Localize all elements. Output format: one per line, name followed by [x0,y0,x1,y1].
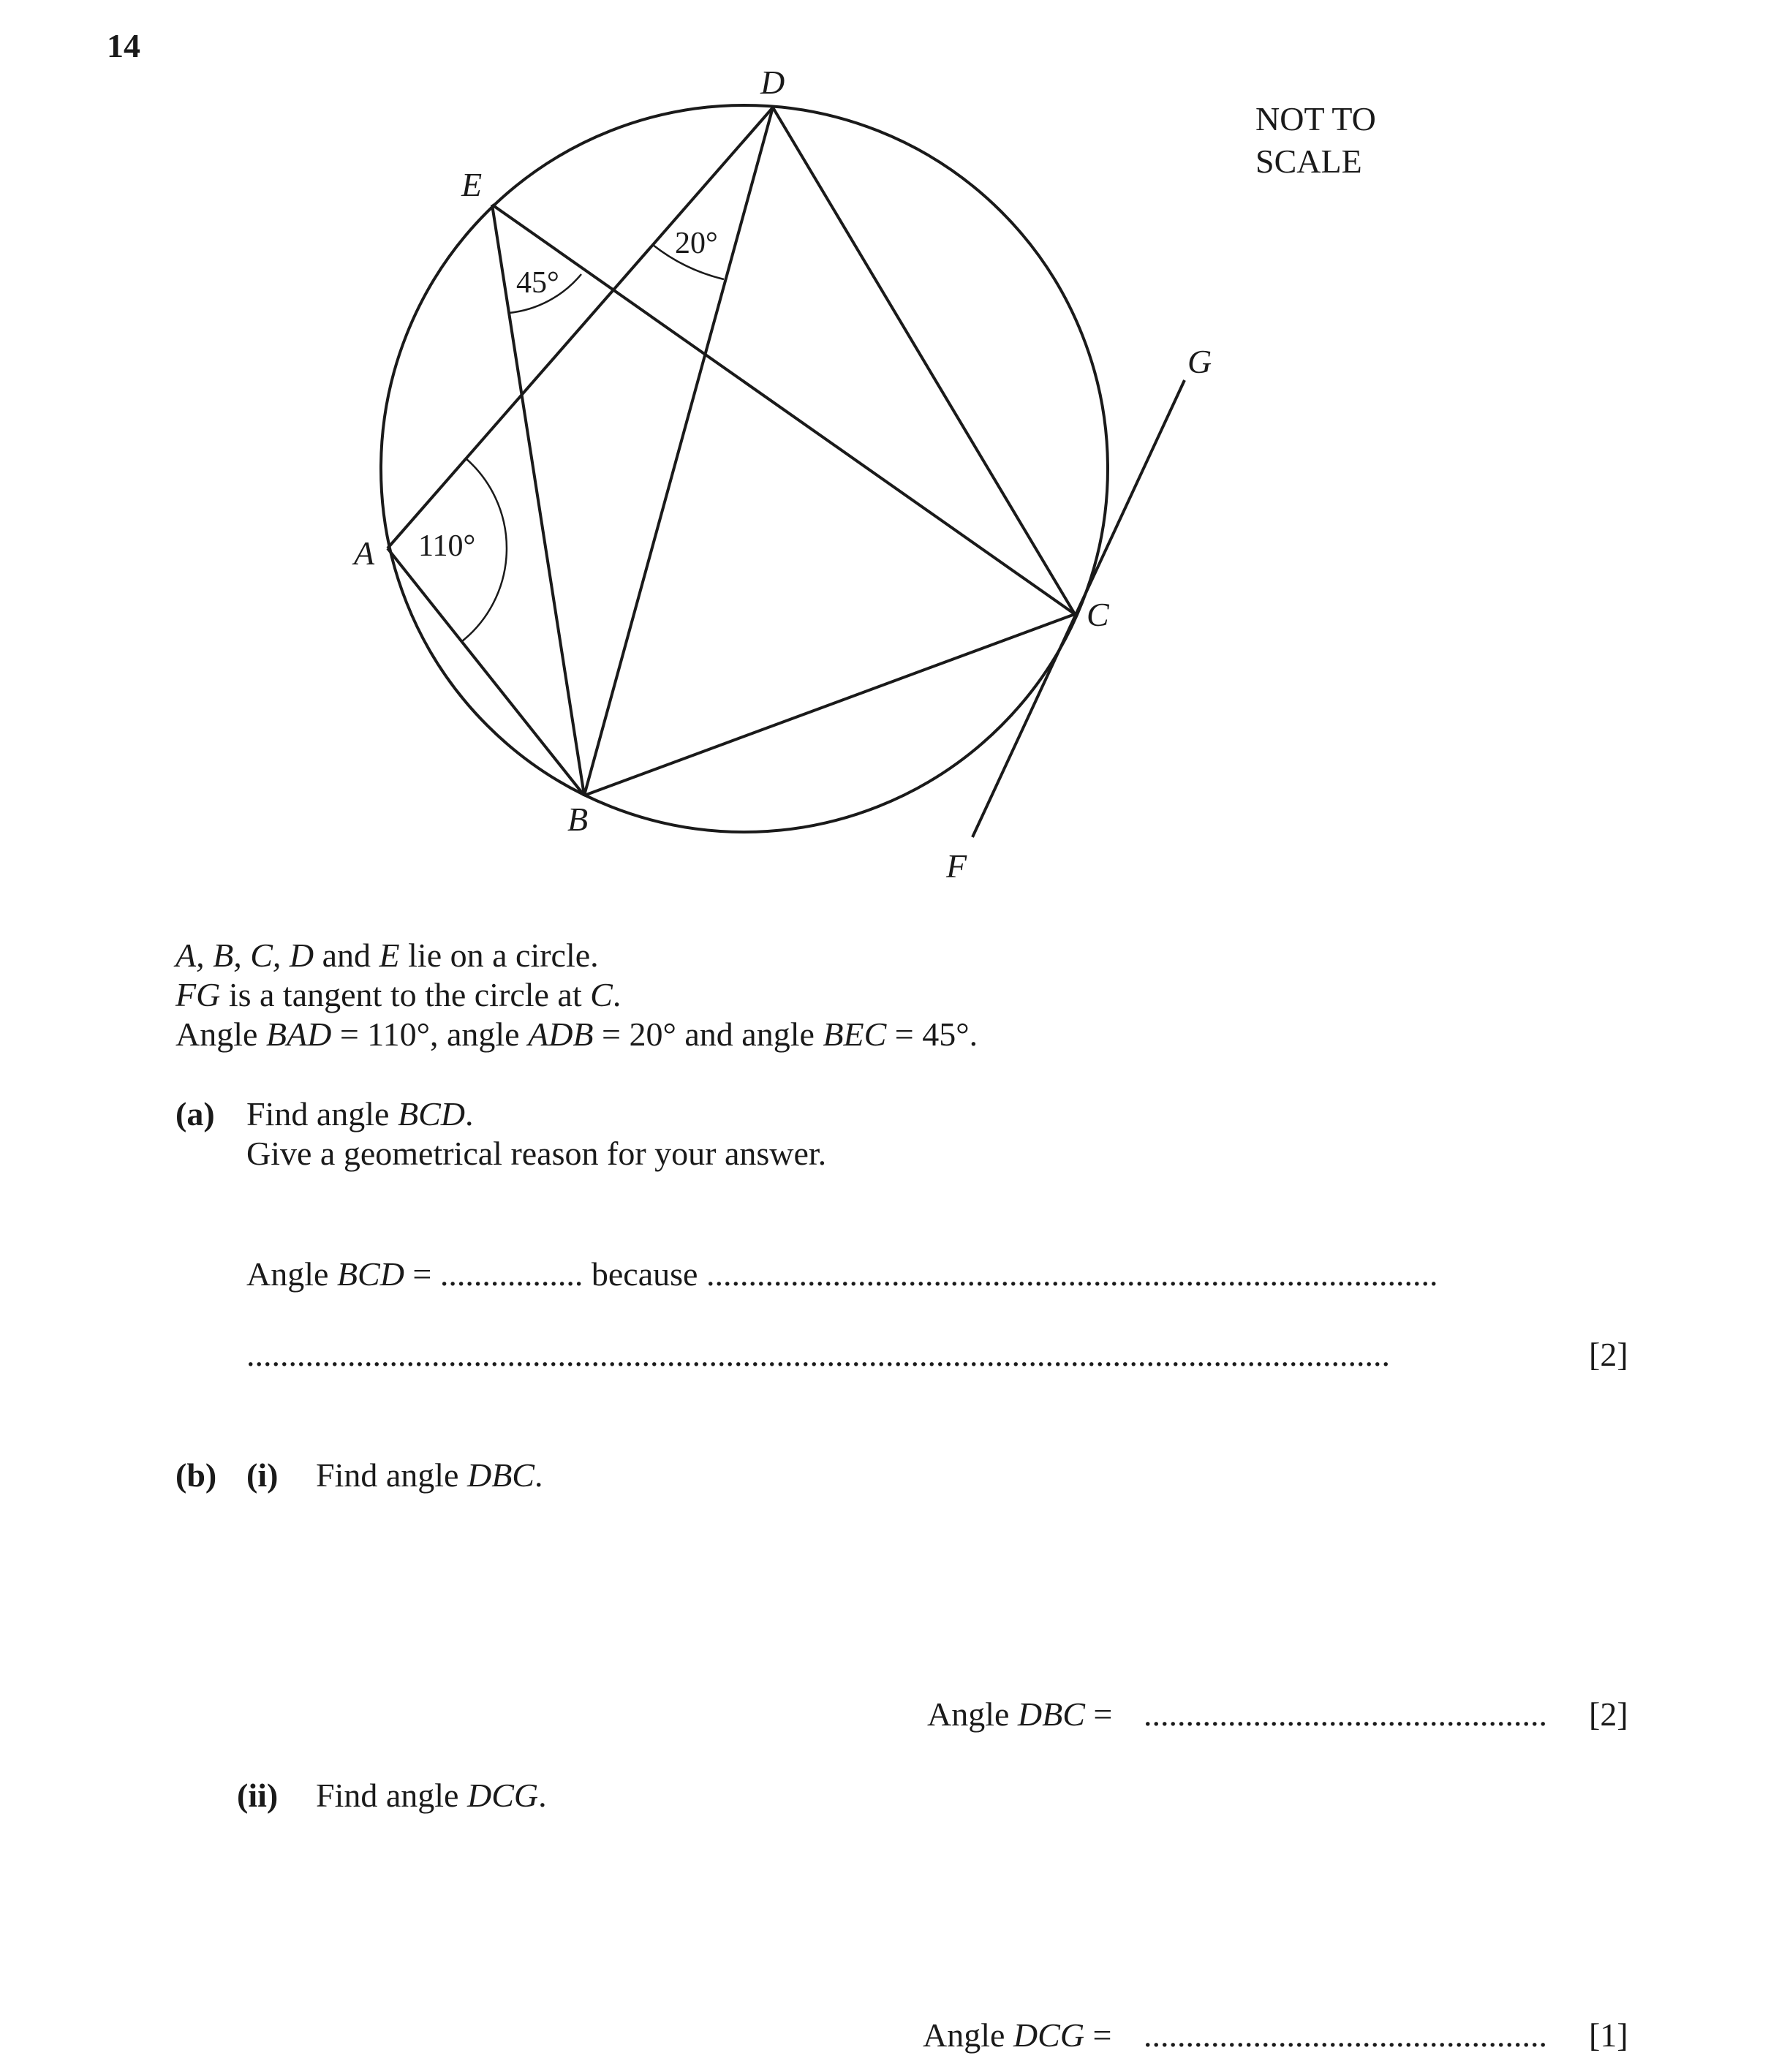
question-number: 14 [107,27,140,64]
circle-diagram [0,0,1768,907]
angle-label-BAD: 110° [418,529,476,563]
point-label-E: E [461,166,483,203]
part-a-marks: [2] [1589,1336,1628,1373]
angle-label-ADB: 20° [675,227,718,260]
part-b-i-answer-line: Angle DBC = [927,1695,1113,1733]
not-to-scale-note [1255,98,1376,183]
intro-line-2: FG is a tangent to the circle at C. [175,976,622,1013]
note-line-1: NOT TO [1255,100,1376,137]
line-AB [388,548,584,795]
part-b-i-label: (i) [246,1456,279,1494]
part-b-label: (b) [175,1456,217,1494]
answer-field-reason-1[interactable]: ....................................................................................... [706,1255,1438,1293]
point-label-A: A [354,534,375,572]
part-a-answer-line: Angle BCD = ................. because ....................................................................................... [246,1255,1438,1293]
part-b-ii-answer-line: Angle DCG = [923,2016,1112,2054]
part-b-ii-question: Find angle DCG. [316,1777,547,1814]
note-line-2: SCALE [1255,143,1362,180]
part-a-label: (a) [175,1095,215,1133]
part-a-question [246,1094,826,1173]
part-b-i-question: Find angle DBC. [316,1456,543,1494]
line-DB [584,107,773,795]
part-b-ii-label: (ii) [237,1777,279,1814]
point-label-F: F [946,847,967,885]
answer-field-reason-2[interactable]: ........................................................................................................................................ [246,1336,1390,1373]
point-label-G: G [1187,343,1212,380]
angle-label-BEC: 45° [516,266,559,300]
line-BC [584,614,1075,795]
part-a-line-1: Find angle BCD. [246,1095,474,1133]
tangent-FG [972,380,1185,837]
point-label-C: C [1087,596,1109,633]
answer-field-angle-bcd[interactable]: ................. [439,1255,583,1293]
intro-line-3: Angle BAD = 110°, angle ADB = 20° and angle BEC = 45°. [175,1016,978,1053]
line-EC [492,205,1075,614]
part-b-i-marks: [2] [1589,1695,1628,1733]
line-AD [388,107,773,548]
line-DC [773,107,1075,614]
answer-field-angle-dcg[interactable]: ................................................ [1144,2016,1547,2054]
intro-line-1: A, B, C, D and E lie on a circle. [175,937,599,974]
answer-field-angle-dbc[interactable]: ................................................ [1144,1695,1547,1733]
point-label-B: B [567,801,589,838]
part-a-line-2: Give a geometrical reason for your answer. [246,1135,827,1172]
point-label-D: D [760,64,785,101]
part-b-ii-marks: [1] [1589,2016,1628,2054]
intro-text [175,936,978,1054]
